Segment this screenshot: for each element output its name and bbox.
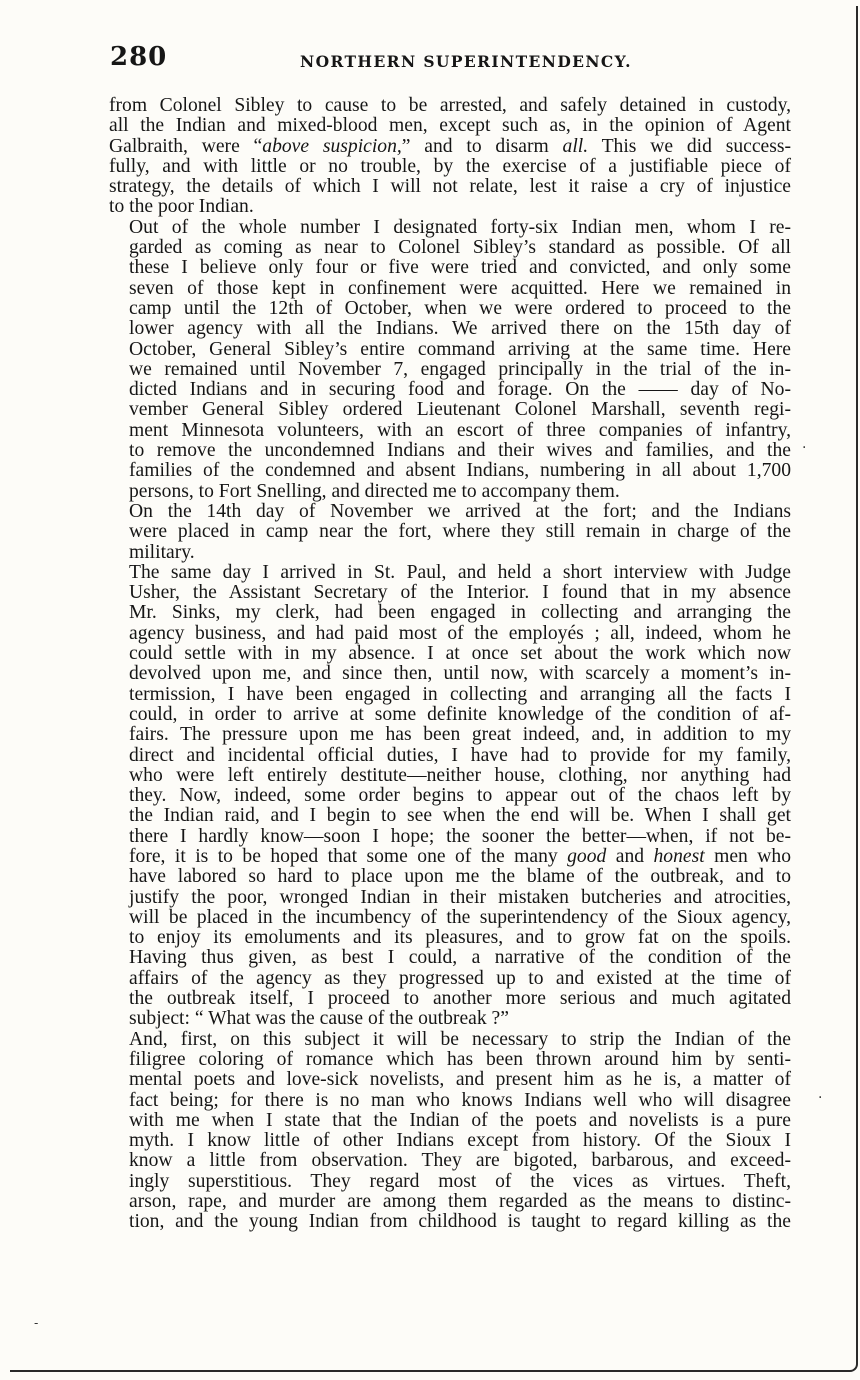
page-header	[110, 42, 790, 78]
text-line: tion, and the young Indian from childhood is taught to regard killing as the	[129, 1211, 791, 1233]
text-line: affairs of the agency as they progressed up to and existed at the time of	[129, 967, 791, 989]
page-number: 280	[110, 42, 168, 72]
text-line: they. Now, indeed, some order begins to appear out of the chaos left by	[129, 785, 791, 807]
text-line: these I believe only four or five were tried and convicted, and only some	[129, 257, 791, 279]
emphasis: honest	[653, 845, 705, 867]
text-line: Mr. Sinks, my clerk, had been engaged in collecting and arranging the	[129, 602, 791, 624]
body-text	[109, 96, 791, 1233]
text-line: The same day I arrived in St. Paul, and held a short interview with Judge	[129, 561, 791, 583]
text-line: to the poor Indian.	[109, 196, 254, 218]
text-line: ment Minnesota volunteers, with an escort of three companies of infantry,	[129, 419, 791, 441]
text-line: military.	[129, 541, 195, 563]
text-line: the outbreak itself, I proceed to another more serious and much agitated	[129, 988, 791, 1010]
text-line: could settle with in my absence. I at once set about the work which now	[129, 643, 791, 665]
emphasis: above suspicion,	[262, 135, 402, 157]
text-line: agency business, and had paid most of the employés ; all, indeed, whom he	[129, 622, 791, 644]
text-line: could, in order to arrive at some definite knowledge of the condition of af-	[129, 703, 791, 725]
text-line: Having thus given, as best I could, a narrative of the condition of the	[129, 947, 791, 969]
text-line: will be placed in the incumbency of the superintendency of the Sioux agency,	[129, 906, 791, 928]
text-line: fairs. The pressure upon me has been great indeed, and, in addition to my	[129, 724, 791, 746]
text-line: filigree coloring of romance which has been thrown around him by senti-	[129, 1048, 791, 1070]
text-line: were placed in camp near the fort, where they still remain in charge of the	[129, 521, 791, 543]
text-line: Usher, the Assistant Secretary of the Interior. I found that in my absence	[129, 582, 791, 604]
emphasis: all.	[562, 135, 589, 157]
text-line: know a little from observation. They are bigoted, barbarous, and exceed-	[129, 1150, 791, 1172]
text-line: And, first, on this subject it will be necessary to strip the Indian of the	[129, 1028, 791, 1050]
text-line: mental poets and love-sick novelists, and present him as he is, a matter of	[129, 1069, 791, 1091]
paragraph-3	[109, 502, 791, 563]
text-line: have labored so hard to place upon me the blame of the outbreak, and to	[129, 866, 791, 888]
text-line: there I hardly know—soon I hope; the sooner the better—when, if not be-	[129, 825, 791, 847]
text-line: dicted Indians and in securing food and forage. On the —— day of No-	[129, 379, 791, 401]
text-line: garded as coming as near to Colonel Sibley’s standard as possible. Of all	[129, 237, 791, 259]
text-line: fully, and with little or no trouble, by the exercise of a justifiable piece of	[109, 155, 791, 177]
text-line: we remained until November 7, engaged principally in the trial of the in-	[129, 358, 791, 380]
text-line: ingly superstitious. They regard most of the vices as virtues. Theft,	[129, 1170, 791, 1192]
text-line: to enjoy its emoluments and its pleasures, and to grow fat on the spoils.	[129, 927, 791, 949]
text-line: strategy, the details of which I will not relate, lest it raise a cry of injustice	[109, 176, 791, 198]
paragraph-2	[109, 218, 791, 502]
text-line: fore, it is to be hoped that some one of the many good and honest men who	[129, 845, 791, 867]
text-line: arson, rape, and murder are among them regarded as the means to distinc-	[129, 1191, 791, 1213]
text-line: direct and incidental official duties, I have had to provide for my family,	[129, 744, 791, 766]
text-line: subject: “ What was the cause of the outbreak ?”	[129, 1008, 509, 1030]
text-line: myth. I know little of other Indians except from history. Of the Sioux I	[129, 1130, 791, 1152]
text-line: Galbraith, were “above suspicion,” and to disarm all. This we did success-	[109, 135, 791, 157]
text-line: On the 14th day of November we arrived at the fort; and the Indians	[129, 500, 791, 522]
paragraph-1	[109, 96, 791, 218]
text-line: to remove the uncondemned Indians and their wives and families, and the	[129, 440, 791, 462]
margin-speck: ·	[802, 440, 807, 456]
paragraph-4	[109, 563, 791, 1030]
text-line: justify the poor, wronged Indian in their mistaken butcheries and atrocities,	[129, 886, 791, 908]
text-line: who were left entirely destitute—neither house, clothing, nor anything had	[129, 764, 791, 786]
text-line: seven of those kept in confinement were acquitted. Here we remained in	[129, 277, 791, 299]
text-line: fact being; for there is no man who knows Indians well who will disagree	[129, 1089, 791, 1111]
text-line: all the Indian and mixed-blood men, except such as, in the opinion of Agent	[109, 115, 791, 137]
text-line: camp until the 12th of October, when we were ordered to proceed to the	[129, 297, 791, 319]
text-line: vember General Sibley ordered Lieutenant Colonel Marshall, seventh regi-	[129, 399, 791, 421]
paragraph-5	[109, 1030, 791, 1233]
running-head: NORTHERN SUPERINTENDENCY.	[300, 52, 632, 71]
text-line: families of the condemned and absent Indians, numbering in all about 1,700	[129, 460, 791, 482]
text-line: termission, I have been engaged in collecting and arranging all the facts I	[129, 683, 791, 705]
text-line: from Colonel Sibley to cause to be arrested, and safely detained in custody,	[109, 95, 791, 116]
text-line: October, General Sibley’s entire command arriving at the same time. Here	[129, 338, 791, 360]
text-line: persons, to Fort Snelling, and directed me to accompany them.	[129, 480, 620, 502]
text-line: the Indian raid, and I begin to see when the end will be. When I shall get	[129, 805, 791, 827]
margin-speck: ·	[818, 1090, 823, 1106]
text-line: devolved upon me, and since then, until now, with scarcely a moment’s in-	[129, 663, 791, 685]
margin-speck: ‐	[34, 1316, 39, 1330]
text-line: Out of the whole number I designated forty-six Indian men, whom I re-	[129, 216, 791, 238]
text-line: lower agency with all the Indians. We arrived there on the 15th day of	[129, 318, 791, 340]
text-line: with me when I state that the Indian of the poets and novelists is a pure	[129, 1109, 791, 1131]
emphasis: good	[567, 845, 607, 867]
